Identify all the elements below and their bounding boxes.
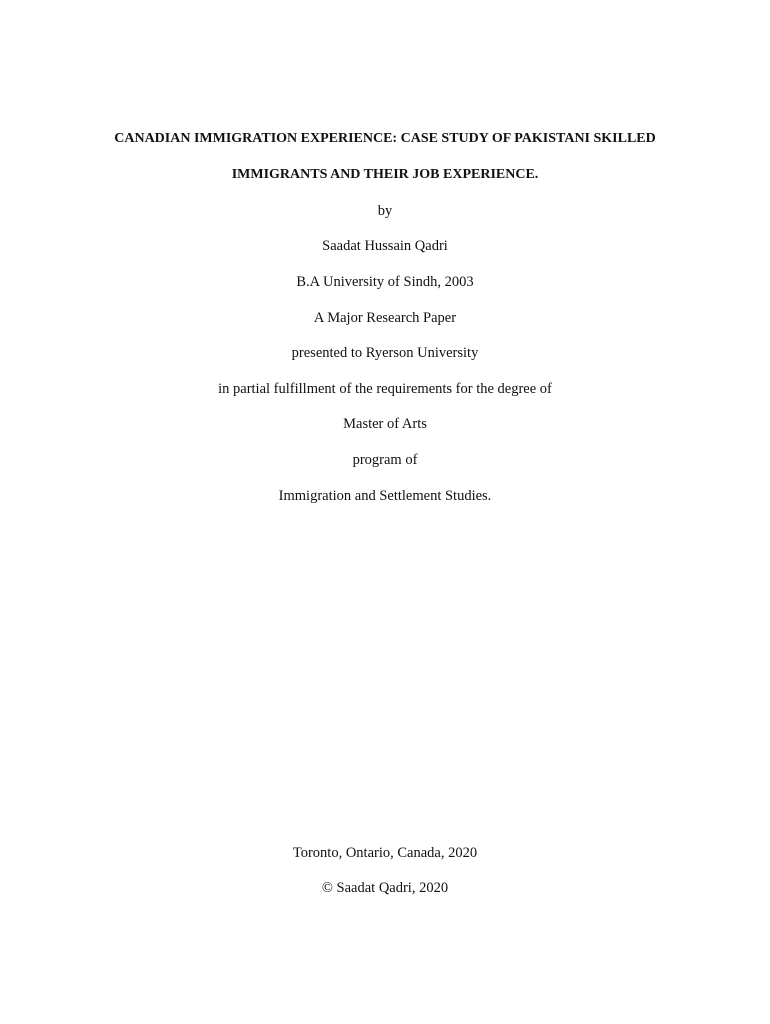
fulfillment-statement: in partial fulfillment of the requirements for the degree of bbox=[218, 381, 552, 397]
title-line-1: CANADIAN IMMIGRATION EXPERIENCE: CASE STUDY OF PAKISTANI SKILLED bbox=[114, 131, 656, 146]
copyright-notice: © Saadat Qadri, 2020 bbox=[321, 880, 449, 896]
prior-degree: B.A University of Sindh, 2003 bbox=[296, 274, 474, 290]
program-name: Immigration and Settlement Studies. bbox=[278, 488, 492, 504]
author-name: Saadat Hussain Qadri bbox=[322, 238, 448, 254]
program-label: program of bbox=[352, 452, 418, 468]
byline: by bbox=[377, 203, 393, 219]
paper-type: A Major Research Paper bbox=[313, 310, 457, 326]
presented-to: presented to Ryerson University bbox=[291, 345, 479, 361]
location-year: Toronto, Ontario, Canada, 2020 bbox=[292, 845, 478, 861]
title-line-2: IMMIGRANTS AND THEIR JOB EXPERIENCE. bbox=[231, 167, 539, 182]
degree-name: Master of Arts bbox=[343, 416, 427, 432]
